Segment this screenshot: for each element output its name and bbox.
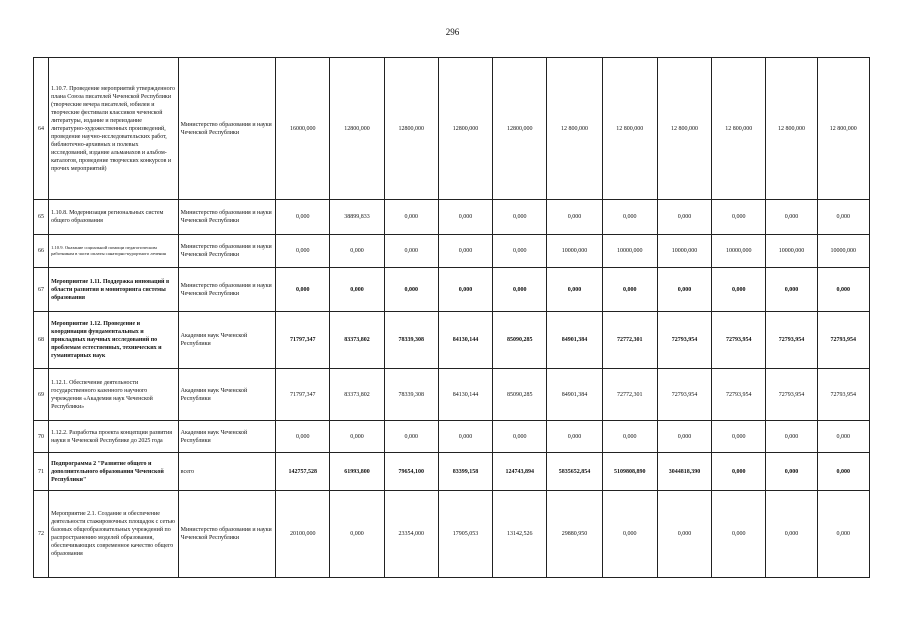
executor: Министерство образования и науки Чеченской Республики xyxy=(178,200,275,235)
amount-cell: 72772,301 xyxy=(602,369,657,421)
amount-cell: 85090,285 xyxy=(493,369,547,421)
amount-cell: 3044818,390 xyxy=(657,453,711,491)
amount-cell: 0,000 xyxy=(712,200,766,235)
amount-cell: 0,000 xyxy=(493,200,547,235)
amount-cell: 5109808,890 xyxy=(602,453,657,491)
amount-cell: 12800,000 xyxy=(330,58,384,200)
measure-name: Подпрограмма 2 "Развитие общего и дополнительного образования Чеченской Республики" xyxy=(49,453,179,491)
amount-cell: 12 800,000 xyxy=(547,58,602,200)
amount-cell: 0,000 xyxy=(602,421,657,453)
amount-cell: 0,000 xyxy=(493,268,547,312)
amount-cell: 72793,954 xyxy=(657,312,711,369)
row-number: 67 xyxy=(34,268,49,312)
amount-cell: 10000,000 xyxy=(712,235,766,268)
amount-cell: 0,000 xyxy=(493,235,547,268)
amount-cell: 72793,954 xyxy=(712,369,766,421)
amount-cell: 72793,954 xyxy=(817,369,869,421)
amount-cell: 78339,308 xyxy=(384,369,438,421)
page-number: 296 xyxy=(445,27,460,37)
amount-cell: 29880,950 xyxy=(547,491,602,578)
amount-cell: 5835652,854 xyxy=(547,453,602,491)
amount-cell: 10000,000 xyxy=(602,235,657,268)
amount-cell: 83399,158 xyxy=(438,453,492,491)
row-number: 65 xyxy=(34,200,49,235)
amount-cell: 0,000 xyxy=(657,491,711,578)
executor: Министерство образования и науки Чеченской Республики xyxy=(178,58,275,200)
measure-name: 1.10.8. Модернизация региональных систем общего образования xyxy=(49,200,179,235)
amount-cell: 124743,894 xyxy=(493,453,547,491)
amount-cell: 12 800,000 xyxy=(766,58,817,200)
amount-cell: 12800,000 xyxy=(493,58,547,200)
amount-cell: 12 800,000 xyxy=(602,58,657,200)
row-number: 66 xyxy=(34,235,49,268)
row-number: 64 xyxy=(34,58,49,200)
table-row xyxy=(34,369,870,421)
amount-cell: 0,000 xyxy=(817,268,869,312)
amount-cell: 10000,000 xyxy=(817,235,869,268)
executor: всего xyxy=(178,453,275,491)
amount-cell: 84130,144 xyxy=(438,369,492,421)
amount-cell: 72793,954 xyxy=(817,312,869,369)
row-number: 71 xyxy=(34,453,49,491)
amount-cell: 23354,000 xyxy=(384,491,438,578)
table-row xyxy=(34,421,870,453)
amount-cell: 0,000 xyxy=(493,421,547,453)
amount-cell: 72793,954 xyxy=(712,312,766,369)
amount-cell: 10000,000 xyxy=(657,235,711,268)
amount-cell: 20100,000 xyxy=(276,491,330,578)
amount-cell: 0,000 xyxy=(766,491,817,578)
amount-cell: 0,000 xyxy=(657,421,711,453)
amount-cell: 72793,954 xyxy=(766,312,817,369)
amount-cell: 0,000 xyxy=(330,491,384,578)
amount-cell: 0,000 xyxy=(766,268,817,312)
measure-name: 1.12.1. Обеспечение деятельности государственного казенного научного учреждения «Академия наук Чеченской Республики» xyxy=(49,369,179,421)
amount-cell: 16000,000 xyxy=(276,58,330,200)
amount-cell: 0,000 xyxy=(276,268,330,312)
amount-cell: 84901,384 xyxy=(547,312,602,369)
budget-table xyxy=(33,57,870,578)
amount-cell: 84901,384 xyxy=(547,369,602,421)
row-number: 69 xyxy=(34,369,49,421)
amount-cell: 0,000 xyxy=(817,200,869,235)
amount-cell: 13142,526 xyxy=(493,491,547,578)
amount-cell: 0,000 xyxy=(766,421,817,453)
table-row xyxy=(34,58,870,200)
amount-cell: 84130,144 xyxy=(438,312,492,369)
amount-cell: 0,000 xyxy=(438,421,492,453)
measure-name: Мероприятие 2.1. Создание и обеспечение деятельности стажировочных площадок с сетью базовых общеобразовательных учреждений по распространению моделей образования, обеспечивающих современное качество общего образования xyxy=(49,491,179,578)
amount-cell: 0,000 xyxy=(384,235,438,268)
amount-cell: 0,000 xyxy=(817,491,869,578)
amount-cell: 0,000 xyxy=(657,268,711,312)
amount-cell: 78339,308 xyxy=(384,312,438,369)
amount-cell: 0,000 xyxy=(547,421,602,453)
amount-cell: 12 800,000 xyxy=(657,58,711,200)
table-row xyxy=(34,268,870,312)
amount-cell: 10000,000 xyxy=(547,235,602,268)
amount-cell: 71797,347 xyxy=(276,312,330,369)
amount-cell: 71797,347 xyxy=(276,369,330,421)
row-number: 72 xyxy=(34,491,49,578)
table-row xyxy=(34,200,870,235)
amount-cell: 72772,301 xyxy=(602,312,657,369)
amount-cell: 72793,954 xyxy=(657,369,711,421)
amount-cell: 0,000 xyxy=(384,421,438,453)
amount-cell: 0,000 xyxy=(330,421,384,453)
amount-cell: 85090,285 xyxy=(493,312,547,369)
measure-name: Мероприятие 1.12. Проведение и координация фундаментальных и прикладных научных исследований по проблемам естественных, технических и гуманитарных наук xyxy=(49,312,179,369)
amount-cell: 0,000 xyxy=(712,421,766,453)
table-row xyxy=(34,312,870,369)
amount-cell: 83373,802 xyxy=(330,369,384,421)
amount-cell: 0,000 xyxy=(384,200,438,235)
measure-name: 1.10.9. Оказание социальной помощи педагогическим работникам в части оплаты санаторно-курортного лечения xyxy=(49,235,179,268)
amount-cell: 12800,000 xyxy=(438,58,492,200)
amount-cell: 0,000 xyxy=(547,200,602,235)
amount-cell: 0,000 xyxy=(547,268,602,312)
measure-name: 1.12.2. Разработка проекта концепции развития науки в Чеченской Республике до 2025 года xyxy=(49,421,179,453)
amount-cell: 61993,800 xyxy=(330,453,384,491)
amount-cell: 0,000 xyxy=(602,268,657,312)
amount-cell: 0,000 xyxy=(438,235,492,268)
measure-name: Мероприятие 1.11. Поддержка инноваций в области развития и мониторинга системы образования xyxy=(49,268,179,312)
amount-cell: 83373,802 xyxy=(330,312,384,369)
amount-cell: 38899,833 xyxy=(330,200,384,235)
amount-cell: 142757,528 xyxy=(276,453,330,491)
amount-cell: 72793,954 xyxy=(766,369,817,421)
amount-cell: 0,000 xyxy=(330,268,384,312)
executor: Академия наук Чеченской Республики xyxy=(178,421,275,453)
amount-cell: 0,000 xyxy=(766,200,817,235)
amount-cell: 12 800,000 xyxy=(712,58,766,200)
table-row xyxy=(34,453,870,491)
executor: Академия наук Чеченской Республики xyxy=(178,312,275,369)
executor: Министерство образования и науки Чеченской Республики xyxy=(178,268,275,312)
amount-cell: 0,000 xyxy=(384,268,438,312)
amount-cell: 0,000 xyxy=(330,235,384,268)
amount-cell: 0,000 xyxy=(438,268,492,312)
amount-cell: 0,000 xyxy=(276,235,330,268)
row-number: 70 xyxy=(34,421,49,453)
amount-cell: 0,000 xyxy=(657,200,711,235)
executor: Министерство образования и науки Чеченской Республики xyxy=(178,235,275,268)
executor: Министерство образования и науки Чеченской Республики xyxy=(178,491,275,578)
table-row xyxy=(34,491,870,578)
amount-cell: 0,000 xyxy=(817,421,869,453)
amount-cell: 17905,053 xyxy=(438,491,492,578)
amount-cell: 0,000 xyxy=(276,200,330,235)
amount-cell: 12 800,000 xyxy=(817,58,869,200)
amount-cell: 0,000 xyxy=(602,200,657,235)
amount-cell: 79654,100 xyxy=(384,453,438,491)
amount-cell: 0,000 xyxy=(766,453,817,491)
amount-cell: 0,000 xyxy=(602,491,657,578)
amount-cell: 0,000 xyxy=(817,453,869,491)
amount-cell: 0,000 xyxy=(712,453,766,491)
amount-cell: 0,000 xyxy=(276,421,330,453)
row-number: 68 xyxy=(34,312,49,369)
executor: Академия наук Чеченской Республики xyxy=(178,369,275,421)
amount-cell: 12800,000 xyxy=(384,58,438,200)
amount-cell: 0,000 xyxy=(438,200,492,235)
measure-name: 1.10.7. Проведение мероприятий утвержденного плана Союза писателей Чеченской Республики (творческие вечера писателей, юбилеи и творческие фестивали классиков чеченской литературы, издание и переиздание литературно-художественных произведений, проведение научно-исследовательских работ, библиотечно-архивных и полевых исследований, издание альманахов и альбом-каталогов, проведение творческих конкурсов и прочих мероприятий) xyxy=(49,58,179,200)
amount-cell: 10000,000 xyxy=(766,235,817,268)
amount-cell: 0,000 xyxy=(712,268,766,312)
amount-cell: 0,000 xyxy=(712,491,766,578)
table-row xyxy=(34,235,870,268)
